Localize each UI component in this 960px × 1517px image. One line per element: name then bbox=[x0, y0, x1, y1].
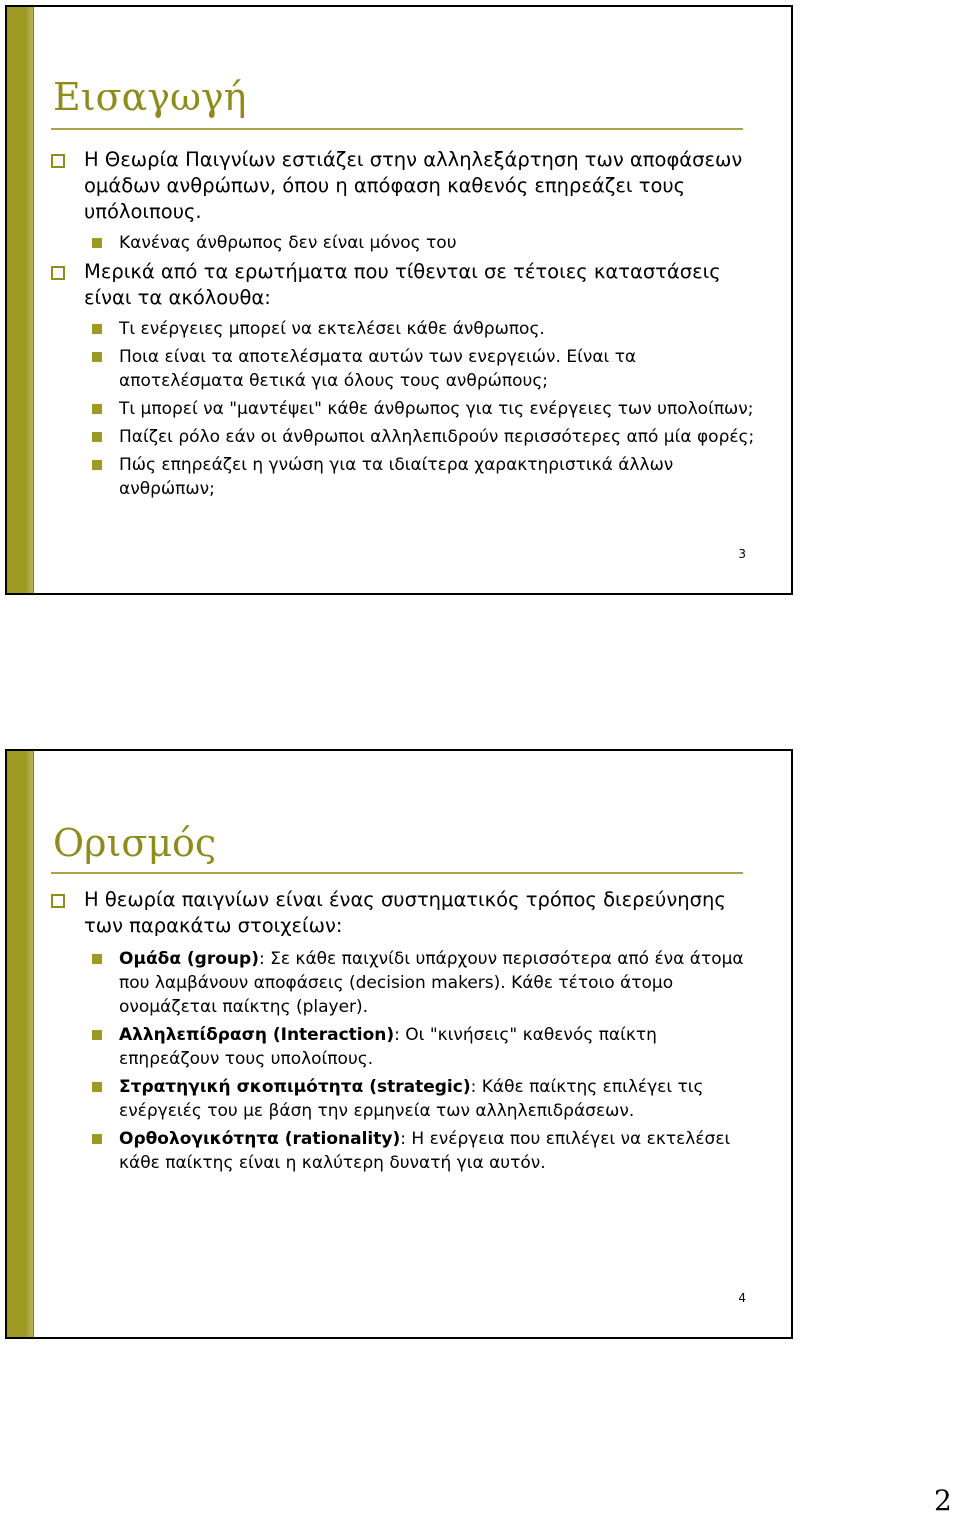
term-description: : Σε κάθε παιχνίδι υπάρχουν περισσότερα από ένα άτομα που λαμβάνουν αποφάσεις (decision makers). Κάθε τέτοιο άτομο ονομάζεται παίκτης (player). bbox=[119, 949, 744, 1017]
sub-bullet-item bbox=[51, 317, 761, 341]
term-description: : Η ενέργεια που επιλέγει να εκτελέσει κάθε παίκτης είναι η καλύτερη δυνατή για αυτόν. bbox=[119, 1129, 731, 1173]
sub-bullet-text: Τι ενέργειες μπορεί να εκτελέσει κάθε άνθρωπος. bbox=[119, 319, 545, 339]
sub-bullet-item bbox=[51, 1075, 761, 1123]
sub-bullet-text: Πώς επηρεάζει η γνώση για τα ιδιαίτερα χαρακτηριστικά άλλων ανθρώπων; bbox=[119, 455, 674, 499]
sub-bullet-text: Παίζει ρόλο εάν οι άνθρωποι αλληλεπιδρούν περισσότερες από μία φορές; bbox=[119, 427, 755, 447]
sub-bullet-text: Κανένας άνθρωπος δεν είναι μόνος του bbox=[119, 233, 457, 253]
sub-bullet-item bbox=[51, 453, 761, 501]
slide-content bbox=[51, 887, 761, 1179]
hollow-square-bullet-icon bbox=[51, 894, 65, 908]
bullet-text: Η θεωρία παιγνίων είναι ένας συστηματικός τρόπος διερεύνησης των παρακάτω στοιχείων: bbox=[84, 888, 726, 937]
sub-bullet-text: Ποια είναι τα αποτελέσματα αυτών των ενεργειών. Είναι τα αποτελέσματα θετικά για όλους τους ανθρώπους; bbox=[119, 347, 637, 391]
slide-sidebar-bar bbox=[7, 751, 34, 1337]
hollow-square-bullet-icon bbox=[51, 266, 65, 280]
slide-page-number: 4 bbox=[738, 1291, 746, 1305]
filled-square-bullet-icon bbox=[92, 1030, 102, 1040]
sub-bullet-item bbox=[51, 1127, 761, 1175]
filled-square-bullet-icon bbox=[92, 238, 102, 248]
bullet-text: Μερικά από τα ερωτήματα που τίθενται σε τέτοιες καταστάσεις είναι τα ακόλουθα: bbox=[84, 260, 721, 309]
sub-bullet-item bbox=[51, 1023, 761, 1071]
filled-square-bullet-icon bbox=[92, 460, 102, 470]
bullet-text: Η Θεωρία Παιγνίων εστιάζει στην αλληλεξάρτηση των αποφάσεων ομάδων ανθρώπων, όπου η απόφαση καθενός επηρεάζει τους υπόλοιπους. bbox=[84, 148, 743, 223]
slide-definition bbox=[5, 749, 793, 1339]
term-label: Αλληλεπίδραση (Interaction) bbox=[119, 1025, 395, 1045]
sub-bullet-item bbox=[51, 947, 761, 1019]
slide-sidebar-bar bbox=[7, 7, 34, 593]
filled-square-bullet-icon bbox=[92, 352, 102, 362]
sub-bullet-item bbox=[51, 231, 761, 255]
sub-bullet-item bbox=[51, 397, 761, 421]
filled-square-bullet-icon bbox=[92, 1082, 102, 1092]
slide-page-number: 3 bbox=[738, 547, 746, 561]
hollow-square-bullet-icon bbox=[51, 154, 65, 168]
term-label: Ορθολογικότητα (rationality) bbox=[119, 1129, 401, 1149]
filled-square-bullet-icon bbox=[92, 324, 102, 334]
sub-bullet-text: Τι μπορεί να "μαντέψει" κάθε άνθρωπος για τις ενέργειες των υπολοίπων; bbox=[119, 399, 754, 419]
sheet-page-number: 2 bbox=[934, 1484, 952, 1517]
slide-title: Εισαγωγή bbox=[53, 75, 247, 119]
term-description: : Κάθε παίκτης επιλέγει τις ενέργειές του με βάση την ερμηνεία των αλληλεπιδράσεων. bbox=[119, 1077, 704, 1121]
sub-bullet-item bbox=[51, 425, 761, 449]
term-label: Ομάδα (group) bbox=[119, 949, 259, 969]
term-label: Στρατηγική σκοπιμότητα (strategic) bbox=[119, 1077, 471, 1097]
title-underline bbox=[51, 128, 743, 130]
term-description: : Οι "κινήσεις" καθενός παίκτη επηρεάζουν τους υπολοίπους. bbox=[119, 1025, 657, 1069]
sub-bullet-item bbox=[51, 345, 761, 393]
filled-square-bullet-icon bbox=[92, 432, 102, 442]
filled-square-bullet-icon bbox=[92, 954, 102, 964]
slide-title: Ορισμός bbox=[53, 821, 217, 865]
slide-introduction bbox=[5, 5, 793, 595]
slide-content bbox=[51, 147, 761, 505]
title-underline bbox=[51, 872, 743, 874]
bullet-item bbox=[51, 259, 761, 311]
filled-square-bullet-icon bbox=[92, 404, 102, 414]
bullet-item bbox=[51, 887, 761, 939]
bullet-item bbox=[51, 147, 761, 225]
filled-square-bullet-icon bbox=[92, 1134, 102, 1144]
